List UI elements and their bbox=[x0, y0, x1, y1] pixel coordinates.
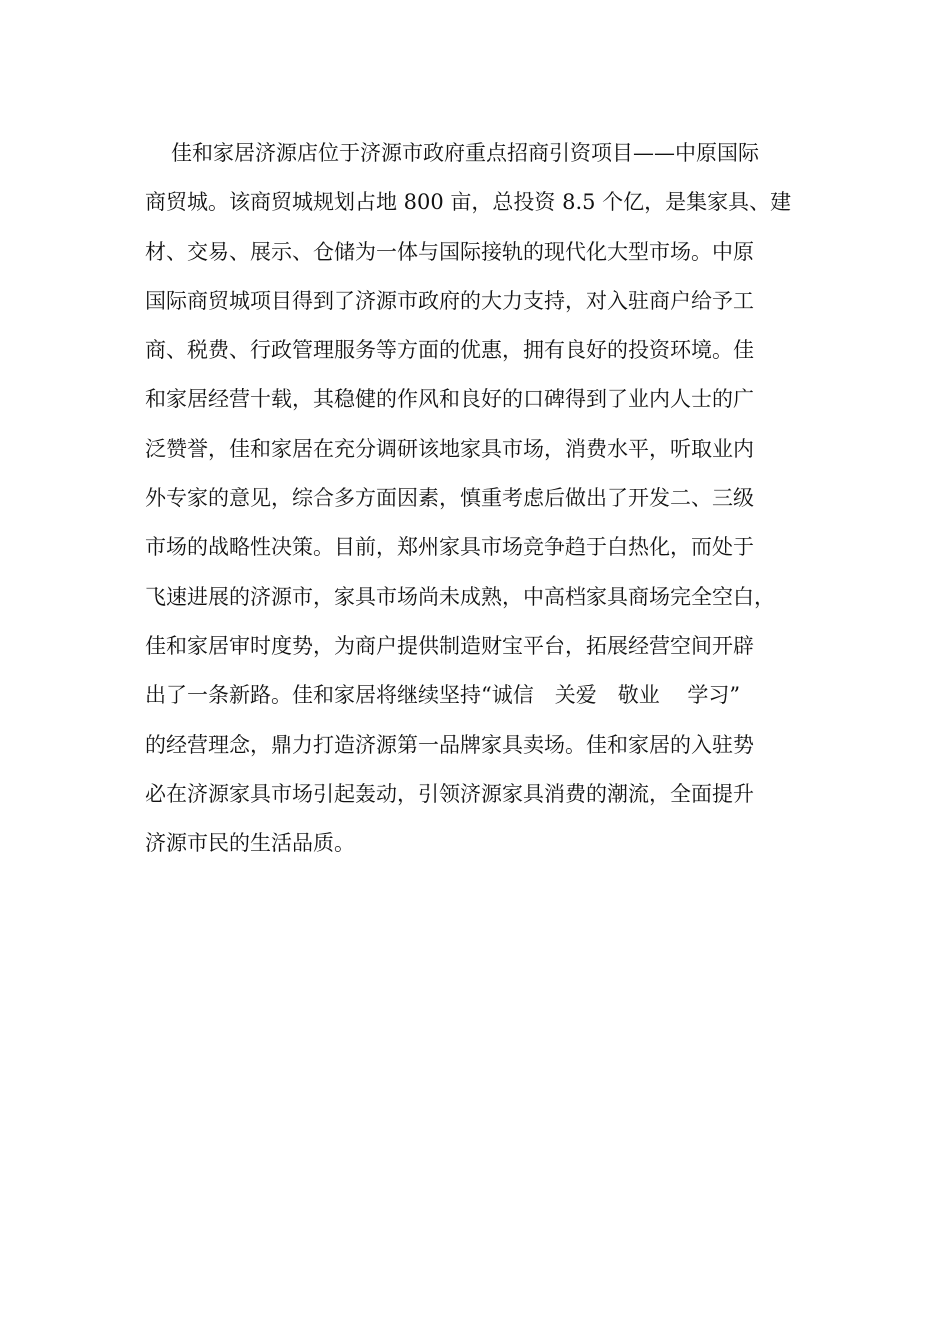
paragraph-line: 商贸城。该商贸城规划占地 800 亩，总投资 8.5 个亿，是集家具、建 bbox=[145, 190, 792, 215]
paragraph-line: 佳和家居济源店位于济源市政府重点招商引资项目——中原国际 bbox=[171, 141, 759, 165]
paragraph-line: 国际商贸城项目得到了济源市政府的大力支持，对入驻商户给予工 bbox=[145, 288, 754, 313]
paragraph-line: 出了一条新路。佳和家居将继续坚持“诚信 关爱 敬业 学习” bbox=[145, 683, 741, 708]
paragraph-line: 必在济源家具市场引起轰动，引领济源家具消费的潮流，全面提升 bbox=[145, 781, 754, 806]
paragraph-line: 商、税费、行政管理服务等方面的优惠，拥有良好的投资环境。佳 bbox=[145, 338, 754, 363]
paragraph-line: 的经营理念，鼎力打造济源第一品牌家具卖场。佳和家居的入驻势 bbox=[145, 732, 754, 757]
paragraph-line: 泛赞誉，佳和家居在充分调研该地家具市场，消费水平，听取业内 bbox=[145, 436, 754, 461]
body-paragraph bbox=[145, 131, 825, 870]
paragraph-line: 外专家的意见，综合多方面因素，慎重考虑后做出了开发二、三级 bbox=[145, 486, 754, 511]
paragraph-line: 济源市民的生活品质。 bbox=[145, 831, 355, 856]
paragraph-line: 市场的战略性决策。目前，郑州家具市场竞争趋于白热化，而处于 bbox=[145, 535, 754, 560]
paragraph-line: 佳和家居审时度势，为商户提供制造财宝平台，拓展经营空间开辟 bbox=[145, 633, 754, 658]
paragraph-line: 材、交易、展示、仓储为一体与国际接轨的现代化大型市场。中原 bbox=[145, 239, 754, 264]
paragraph-line: 和家居经营十载，其稳健的作风和良好的口碑得到了业内人士的广 bbox=[145, 387, 754, 412]
paragraph-line: 飞速进展的济源市，家具市场尚未成熟，中高档家具商场完全空白， bbox=[145, 584, 775, 609]
